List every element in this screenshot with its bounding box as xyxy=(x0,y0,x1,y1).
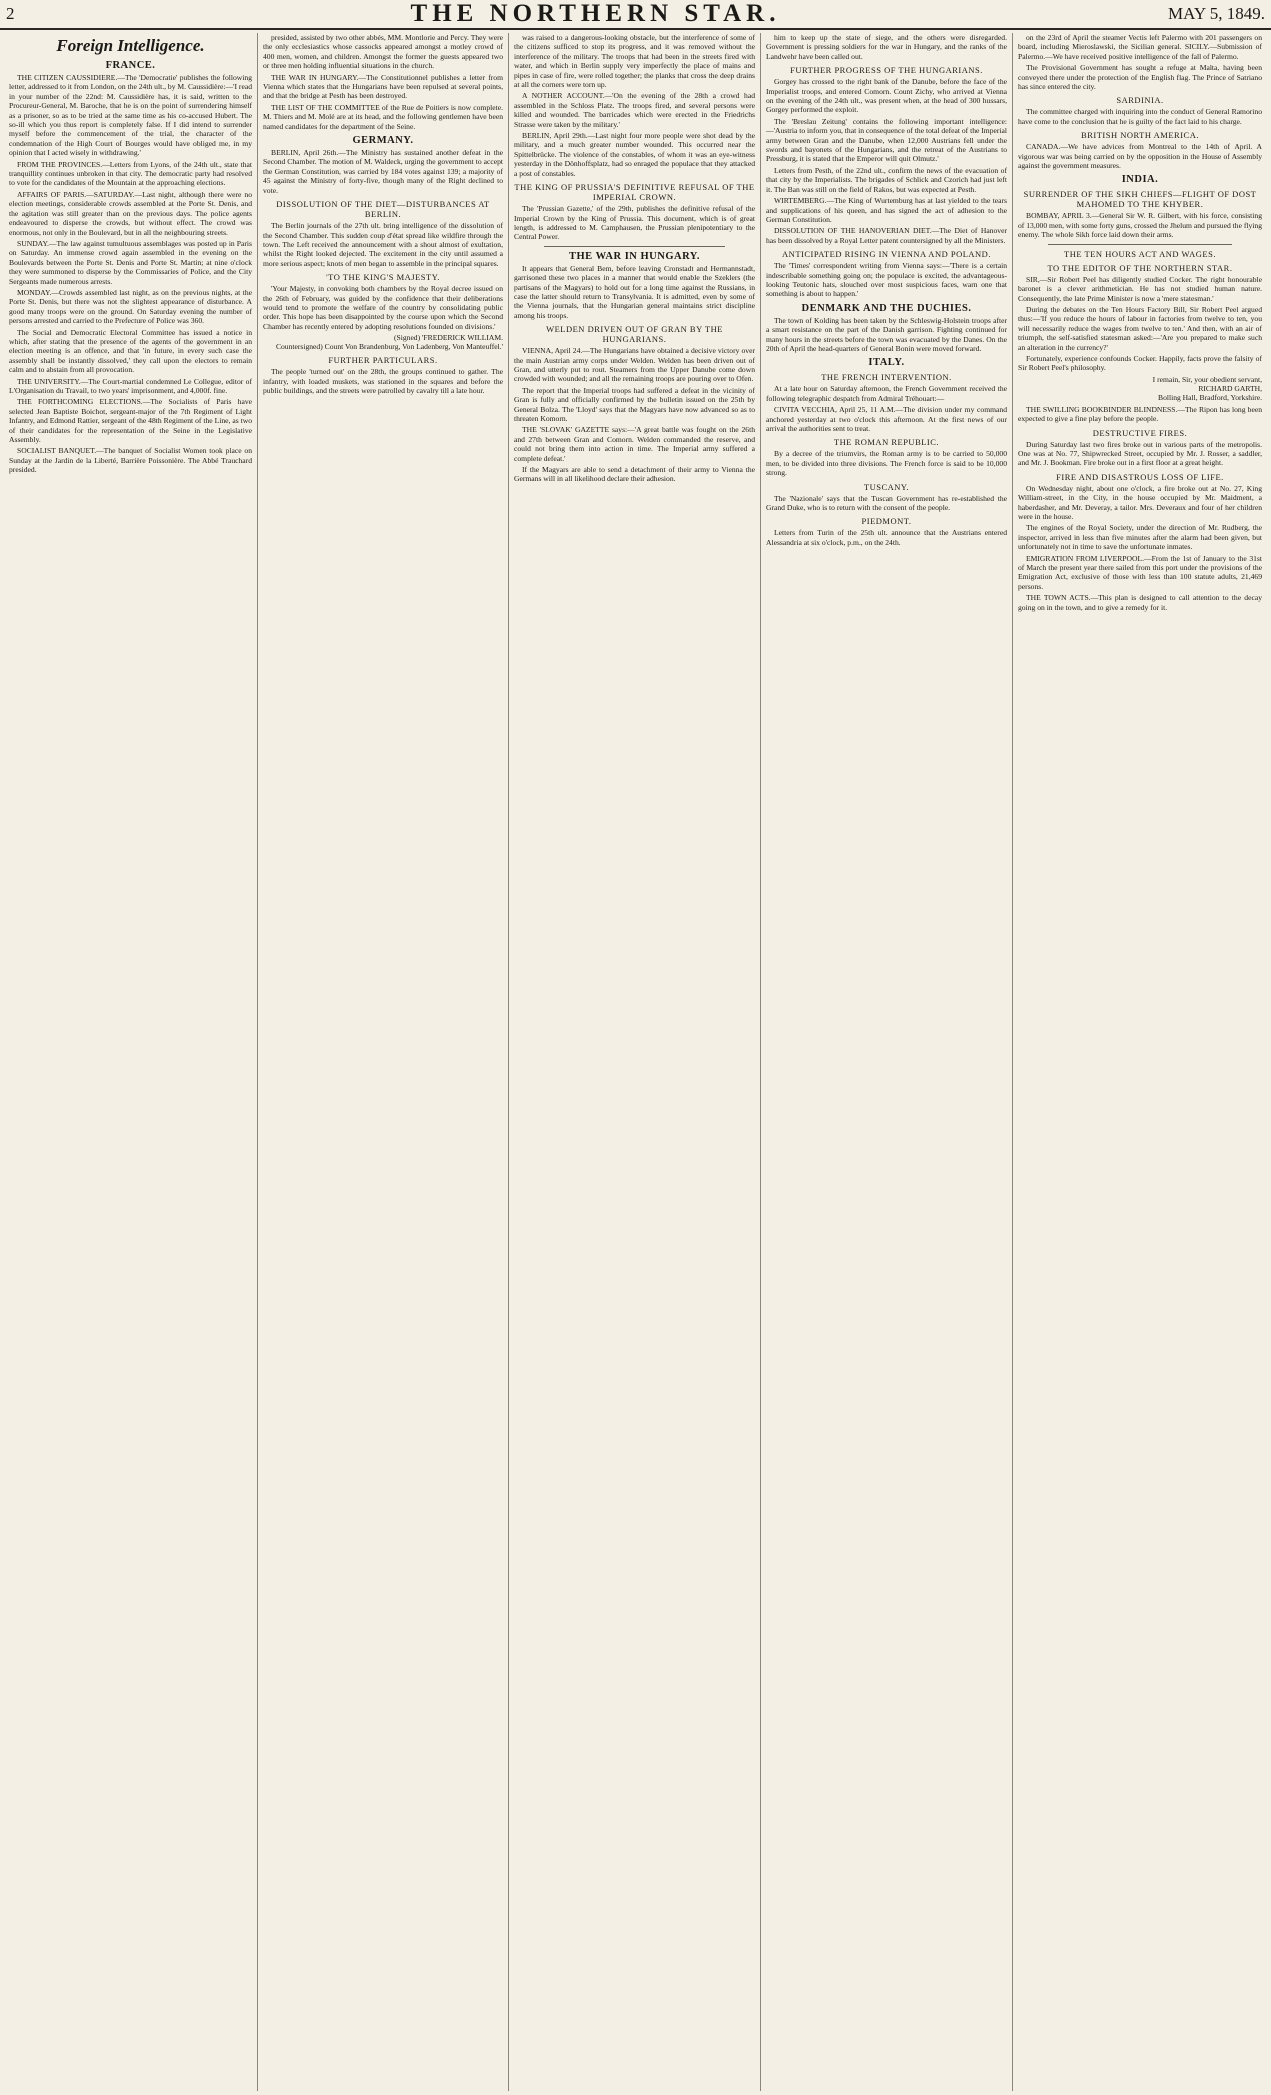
column-2 xyxy=(258,33,509,2091)
heading-welden: WELDEN DRIVEN OUT OF GRAN BY THE HUNGARIANS. xyxy=(546,324,723,345)
heading-ten-hours: THE TEN HOURS ACT AND WAGES. xyxy=(1064,248,1216,259)
article-paragraph: BERLIN, April 26th.—The Ministry has sustained another defeat in the Second Chamber. The motion of M. Waldeck, urging the government to accept the German Constitution, was carried by 184 votes against 139; a majority of 45 against the Ministry of forty-five, though many of the Right declined to vote. xyxy=(263,148,503,195)
column-5 xyxy=(1013,33,1267,2091)
heading-destructive-fires: DESTRUCTIVE FIRES. xyxy=(1092,427,1188,438)
heading-piedmont: PIEDMONT. xyxy=(861,516,912,527)
heading-rome: THE ROMAN REPUBLIC. xyxy=(833,437,940,448)
issue-date: MAY 5, 1849. xyxy=(1168,4,1265,23)
article-paragraph: The 'Nazionale' says that the Tuscan Government has re-established the Grand Duke, who is to return with the consent of the people. xyxy=(766,493,1007,513)
column-1 xyxy=(4,33,258,2091)
article-paragraph: The people 'turned out' on the 28th, the groups continued to gather. The infantry, with loaded muskets, was stationed in the squares and before the public buildings, and the streets were patrolled by cavalry till a late hour. xyxy=(263,367,503,395)
section-title: Foreign Intelligence. xyxy=(56,36,205,55)
article-paragraph: BOMBAY, APRIL 3.—General Sir W. R. Gilbert, with his force, consisting of 13,000 men, with some forty guns, crossed the Jhelum and pursued the flying enemy. The whole Sikh force laid down their arms. xyxy=(1018,211,1262,240)
article-paragraph: The committee charged with inquiring into the conduct of General Ramorino have come to the conclusion that he is guilty of the fact laid to his charge. xyxy=(1018,107,1262,126)
heading-fire-loss-of-life: FIRE AND DISASTROUS LOSS OF LIFE. xyxy=(1056,471,1224,482)
columns xyxy=(4,33,1267,2091)
article-paragraph: SIR,—Sir Robert Peel has diligently studied Cocker. The right honourable baronet is a clever arithmetician. He has not studied human nature. Consequently, the late Prime Minister is now a 'mere statesman.' xyxy=(1018,274,1262,303)
article-paragraph: EMIGRATION FROM LIVERPOOL.—From the 1st of January to the 31st of March the present year there sailed from this port under the provisions of the Emigration Act, exclusive of those with less than 100 statute adults, 21,469 persons. xyxy=(1018,553,1262,591)
article-paragraph: The 'Times' correspondent writing from Vienna says:—'There is a certain indescribable something going on; the populace is excited, the advantageous-looking Teutonic hats, slouched over most suspicious faces, warn one that something is about to happen.' xyxy=(766,261,1007,299)
heading-tuscany: TUSCANY. xyxy=(863,481,910,492)
signature-block xyxy=(1018,375,1262,402)
article-paragraph: on the 23rd of April the steamer Vectis left Palermo with 201 passengers on board, including Mieroslawski, the Sicilian general. SICILY.—Submission of Palermo.—We have received positive intelligence of the fall of Palermo. xyxy=(1018,33,1262,61)
divider xyxy=(544,246,725,247)
heading-khyber: SURRENDER OF THE SIKH CHIEFS—FLIGHT OF DOST MAHOMED TO THE KHYBER. xyxy=(1023,189,1257,210)
article-paragraph: If the Magyars are able to send a detachment of their army to Vienna the Germans will in all likelihood declare their adhesion. xyxy=(514,465,755,484)
heading-france: FRANCE. xyxy=(105,60,156,71)
heading-king-refusal: THE KING OF PRUSSIA'S DEFINITIVE REFUSAL OF THE IMPERIAL CROWN. xyxy=(514,182,755,203)
article-paragraph: THE CITIZEN CAUSSIDIERE.—The 'Democratie' publishes the following letter, addressed to it from London, on the 24th ult., by M. Caussidière:—'I read in your number of the 22nd: M. Caussidière has, it is said, written to the Procureur-General, M. Baroche, that he is on the point of surrendering himself as a prisoner, so as to be tried at the same time as his co-accused Hubert. The so-ill which you thus report is completely false. If I did intend to surrender myself before the commencement of the trial, the character of the condemnation of the High Court of Bourges would have obliged me, in my opinion that I acted wisely in withdrawing.' xyxy=(9,73,252,158)
article-paragraph: WIRTEMBERG.—The King of Wurtemburg has at last yielded to the tears and supplications of his queen, and has signed the act of adhesion to the German Constitution. xyxy=(766,196,1007,224)
article-paragraph: The report that the Imperial troops had suffered a defeat in the vicinity of Gran is fully and officially confirmed by the bulletin issued on the 25th by General Bolza. The 'Lloyd' says that the Magyars have now advanced so as to threaten Komorn. xyxy=(514,385,755,423)
article-paragraph: THE SWILLING BOOKBINDER BLINDNESS.—The Ripon has long been expected to give a fine play before the people. xyxy=(1018,404,1262,424)
article-paragraph: The 'Prussian Gazette,' of the 29th, publishes the definitive refusal of the Imperial Crown by the King of Prussia. This document, which is of great length, is addressed to M. Camphausen, the Prussian plenipotentiary to the Central Power. xyxy=(514,204,755,242)
article-paragraph: VIENNA, April 24.—The Hungarians have obtained a decisive victory over the main Austrian army corps under Welden. Welden has been driven out of Gran, and utterly put to rout. Steamers from the Upper Danube come down crowded with wounded; and all the remaining troops are pouring over to Ofen. xyxy=(514,346,755,384)
article-paragraph: FROM THE PROVINCES.—Letters from Lyons, of the 24th ult., state that tranquillity continues unbroken in that city. The democratic party had resolved to vote for the candidates of the Mountain at the approaching elections. xyxy=(9,159,252,188)
article-paragraph: presided, assisted by two other abbés, MM. Montlorie and Percy. They were the only ecclesiastics whose cassocks appeared amongst a motley crowd of 400 men, women, and children. Amongst the former the guests appeared two or three men holding influential situations in the church. xyxy=(263,33,503,71)
article-paragraph: THE TOWN ACTS.—This plan is designed to call attention to the decay going on in the town, and to give a remedy for it. xyxy=(1018,593,1262,612)
article-paragraph: MONDAY.—Crowds assembled last night, as on the previous nights, at the Porte St. Denis, but there was not the slightest appearance of disturbance. A good many troops were on the ground. On Saturday evening the number of persons arrested and carried to the Prefecture of Police was 360. xyxy=(9,287,252,326)
heading-denmark: DENMARK AND THE DUCHIES. xyxy=(801,302,972,314)
article-paragraph: CIVITA VECCHIA, April 25, 11 A.M.—The division under my command anchored yesterday at two o'clock this afternoon. At the first news of our arrival the authorities sent to treat. xyxy=(766,405,1007,433)
column-3 xyxy=(509,33,761,2091)
article-paragraph: THE WAR IN HUNGARY.—The Constitutionnel publishes a letter from Vienna which states that the Hungarians have been repulsed at several points, and that the bridge at Pesth has been destroyed. xyxy=(263,72,503,101)
divider xyxy=(1048,244,1232,245)
newspaper-title: THE NORTHERN STAR. xyxy=(410,0,781,27)
heading-sardinia: SARDINIA. xyxy=(1116,95,1164,106)
article-paragraph: BERLIN, April 29th.—Last night four more people were shot dead by the military, and a much greater number wounded. This occurred near the Spittelbrücke. The violence of the constables, of whom it was an eye-witness yesterday in the Dönhoffsplatz, had so enraged the populace that they attacked a post of constables. xyxy=(514,131,755,178)
article-paragraph: The 'Breslau Zeitung' contains the following important intelligence:—'Austria to inform you, that in consequence of the total defeat of the Imperial army between Gran and the Danube, when 12,000 Austrians fell under the swords and bayonets of the Hungarians, and the retreat of the Austrians to Pressburg, it is stated that the Emperor will quit Olmutz.' xyxy=(766,116,1007,164)
article-paragraph: The town of Kolding has been taken by the Schleswig-Holstein troops after a smart resistance on the part of the Danish garrison. Fighting continued for many hours in the streets before the town was evacuated by the Danes. On the 20th of April the head-quarters of General Bonin were moved forward. xyxy=(766,315,1007,353)
article-paragraph: THE LIST OF THE COMMITTEE of the Rue de Poitiers is now complete. M. Thiers and M. Molé are at its head, and the following gentlemen have been named candidates for the department of the Seine. xyxy=(263,102,503,131)
masthead xyxy=(0,0,1271,30)
article-paragraph: Letters from Turin of the 25th ult. announce that the Austrians entered Alessandria at six o'clock, p.m., on the 24th. xyxy=(766,528,1007,547)
article-paragraph: 'Your Majesty, in convoking both chambers by the Royal decree issued on the 26th of February, was guided by the confidence that their deliberations would tend to promote the welfare of the country by consolidating public order. This hope has been disappointed by the course upon which the Second Chamber has recently entered by adopting resolutions founded on divisions.' xyxy=(263,284,503,331)
article-paragraph: During Saturday last two fires broke out in various parts of the metropolis. One was at No. 77, Shipwrecked Street, occupied by Mr. J. Rosser, a saddler, and Mr. J. Bookman. Fire broke out in a first floor at a great height. xyxy=(1018,439,1262,468)
page-number: 2 xyxy=(6,4,15,23)
heading-poland: ANTICIPATED RISING IN VIENNA AND POLAND. xyxy=(782,249,991,260)
heading-british-north-america: BRITISH NORTH AMERICA. xyxy=(1081,130,1199,141)
article-paragraph: By a decree of the triumvirs, the Roman army is to be carried to 50,000 men, to be divided into three divisions. The French force is said to be 10,000 strong. xyxy=(766,449,1007,478)
signature-line: Bolling Hall, Bradford, Yorkshire. xyxy=(1158,392,1262,402)
article-paragraph: During the debates on the Ten Hours Factory Bill, Sir Robert Peel argued thus:—'If you reduce the hours of labour in factories from twelve to ten, you will necessarily reduce the wages from twelve to ten.' And then, with an air of triumph, the self-satisfied statesman asked:—'Are you prepared to make such an alteration in the currency?' xyxy=(1018,304,1262,352)
article-paragraph: The Berlin journals of the 27th ult. bring intelligence of the dissolution of the Second Chamber. This sudden coup d'état spread like wildfire through the town. The Left received the announcement with a shout almost of exultation, whilst the Right looked dejected. The excitement in the city until assumed a more serious aspect; knots of men began to assemble in the principal squares. xyxy=(263,221,503,268)
article-paragraph: THE 'SLOVAK' GAZETTE says:—'A great battle was fought on the 26th and 27th between Gran and Comorn. Welden commanded the reserve, and could not bring them into action in time. The Imperial army suffered a complete defeat.' xyxy=(514,425,755,463)
article-paragraph: The Provisional Government has sought a refuge at Malta, having been conveyed there under the protection of the English flag. The Prince of Satriano has since entered the city. xyxy=(1018,63,1262,92)
heading-germany: GERMANY. xyxy=(352,135,414,147)
heading-war-hungary: THE WAR IN HUNGARY. xyxy=(568,250,701,262)
signature-line: Countersigned) Count Von Brandenburg, Von Ladenberg, Von Manteuffel.' xyxy=(275,342,503,352)
article-paragraph: On Wednesday night, about one o'clock, a fire broke out at No. 27, King William-street, in the City, in the house occupied by Mr. Maidment, a haberdasher, and Mr. Deveray, a tailor. Mrs. Deveraux and four of her children were in the house. xyxy=(1018,483,1262,521)
article-paragraph: was raised to a dangerous-looking obstacle, but the interference of some of the citizens sufficed to stop its progress, and it was removed without the interference of the military. The troops that had been in the streets fired with water, and which in Berlin supply very imperfectly the place of mains and pipes in case of fire, were rolled together; the planks that cross the deep drains at all the corners were torn up. xyxy=(514,33,755,90)
article-paragraph: CANADA.—We have advices from Montreal to the 14th of April. A vigorous war was being carried on by the opposition in the House of Assembly against the government measures. xyxy=(1018,142,1262,171)
heading-to-editor: TO THE EDITOR OF THE NORTHERN STAR. xyxy=(1047,262,1233,273)
article-paragraph: It appears that General Bem, before leaving Cronstadt and Hermannstadt, garrisoned these two places in a manner that would enable the Szeklers (the partisans of the Magyars) to hold out for a long time against the Russians, in case the latter should return to Transylvania. It is admitted, even by some of the Vienna journals, that the Hungarian general maintains strict discipline among his troops. xyxy=(514,263,755,320)
article-paragraph: The engines of the Royal Society, under the direction of Mr. Rudberg, the inspector, arrived in less than five minutes after the alarm had been given, but unfortunately not in time to save the unfortunate inmates. xyxy=(1018,523,1262,552)
article-paragraph: SOCIALIST BANQUET.—The banquet of Socialist Women took place on Sunday at the Jardin de la Liberté, Barrière Poissonière. The Abbé Trauchard presided. xyxy=(9,446,252,475)
article-paragraph: SUNDAY.—The law against tumultuous assemblages was posted up in Paris on Saturday. An immense crowd again assembled in the evening on the Boulevards between the Porte St. Denis and Porte St. Martin; at nine o'clock they were summoned to disperse by the Commissaries of Police, and the City Sergeants made numerous arrests. xyxy=(9,238,252,286)
article-paragraph: THE FORTHCOMING ELECTIONS.—The Socialists of Paris have selected Jean Baptiste Boichot, sergeant-major of the 7th Regiment of Light Infantry, and Edmond Rattier, sergeant of the 48th Regiment of the Line, as two of their candidates for the representation of the Seine in the Legislative Assembly. xyxy=(9,397,252,445)
heading-india: INDIA. xyxy=(1121,174,1159,186)
signature-line: I remain, Sir, your obedient servant, xyxy=(1152,374,1262,384)
heading-progress: FURTHER PROGRESS OF THE HUNGARIANS. xyxy=(790,65,983,76)
signature-line: (Signed) 'FREDERICK WILLIAM. xyxy=(393,333,503,343)
article-paragraph: DISSOLUTION OF THE HANOVERIAN DIET.—The Diet of Hanover has been dissolved by a Royal Letter patent countersigned by all the Ministers. xyxy=(766,226,1007,245)
article-paragraph: him to keep up the state of siege, and the others were disregarded. Government is pressing soldiers for the war in Hungary, and the ranks of the Landwehr have been called out. xyxy=(766,33,1007,61)
signature-line: RICHARD GARTH, xyxy=(1198,383,1262,393)
heading-address: 'TO THE KING'S MAJESTY. xyxy=(326,272,440,283)
signature-block xyxy=(263,333,503,351)
article-paragraph: AFFAIRS OF PARIS.—SATURDAY.—Last night, although there were no election meetings, considerable crowds assembled at the Porte St. Denis, and the agitation was still greater than on the previous days. The police agents endeavoured to disperse the crowds, but without effect. The crowd was enormous, not only in the Boulevard, but in all the neighbouring streets. xyxy=(9,189,252,237)
article-paragraph: Fortunately, experience confounds Cocker. Happily, facts prove the falsity of Sir Robert Peel's philosophy. xyxy=(1018,353,1262,373)
heading-italy: ITALY. xyxy=(868,357,905,369)
column-4 xyxy=(761,33,1013,2091)
heading-dissolution: DISSOLUTION OF THE DIET—DISTURBANCES AT BERLIN. xyxy=(276,199,490,220)
article-paragraph: THE UNIVERSITY.—The Court-martial condemned Le Collegue, editor of L'Organisation du Travail, to two years' imprisonment, and 4,000f. fine. xyxy=(9,376,252,395)
heading-further: FURTHER PARTICULARS. xyxy=(328,355,438,366)
heading-intervention: THE FRENCH INTERVENTION. xyxy=(821,372,952,383)
article-paragraph: At a late hour on Saturday afternoon, the French Government received the following telegraphic despatch from Admiral Tréhouart:— xyxy=(766,384,1007,403)
article-paragraph: A NOTHER ACCOUNT.—'On the evening of the 28th a crowd had assembled in the Schloss Platz. The troops fired, and several persons were killed and wounded. The barricades which were erected in the Friedrichs Strasse were taken by the military.' xyxy=(514,91,755,129)
article-paragraph: Gorgey has crossed to the right bank of the Danube, before the face of the Imperialist troops, and entered Comorn. Count Zichy, who arrived at Vienna on the evening of the 24th ult., was present when, at the head of 300 hussars, Gorgey performed the exploit. xyxy=(766,77,1007,115)
article-paragraph: The Social and Democratic Electoral Committee has issued a notice in which, after stating that the presence of the agents of the government in an election meeting is an offence, and that 'in future, in every such case the assembly shall be instantly dissolved,' they call upon the electors to remain calm and to abstain from all provocation. xyxy=(9,327,252,375)
article-paragraph: Letters from Pesth, of the 22nd ult., confirm the news of the evacuation of that city by the Imperialists. The brigades of Schlick and Czorich had just left it. The Ban was still on the field of Rakos, but was expected at Pesth. xyxy=(766,165,1007,194)
